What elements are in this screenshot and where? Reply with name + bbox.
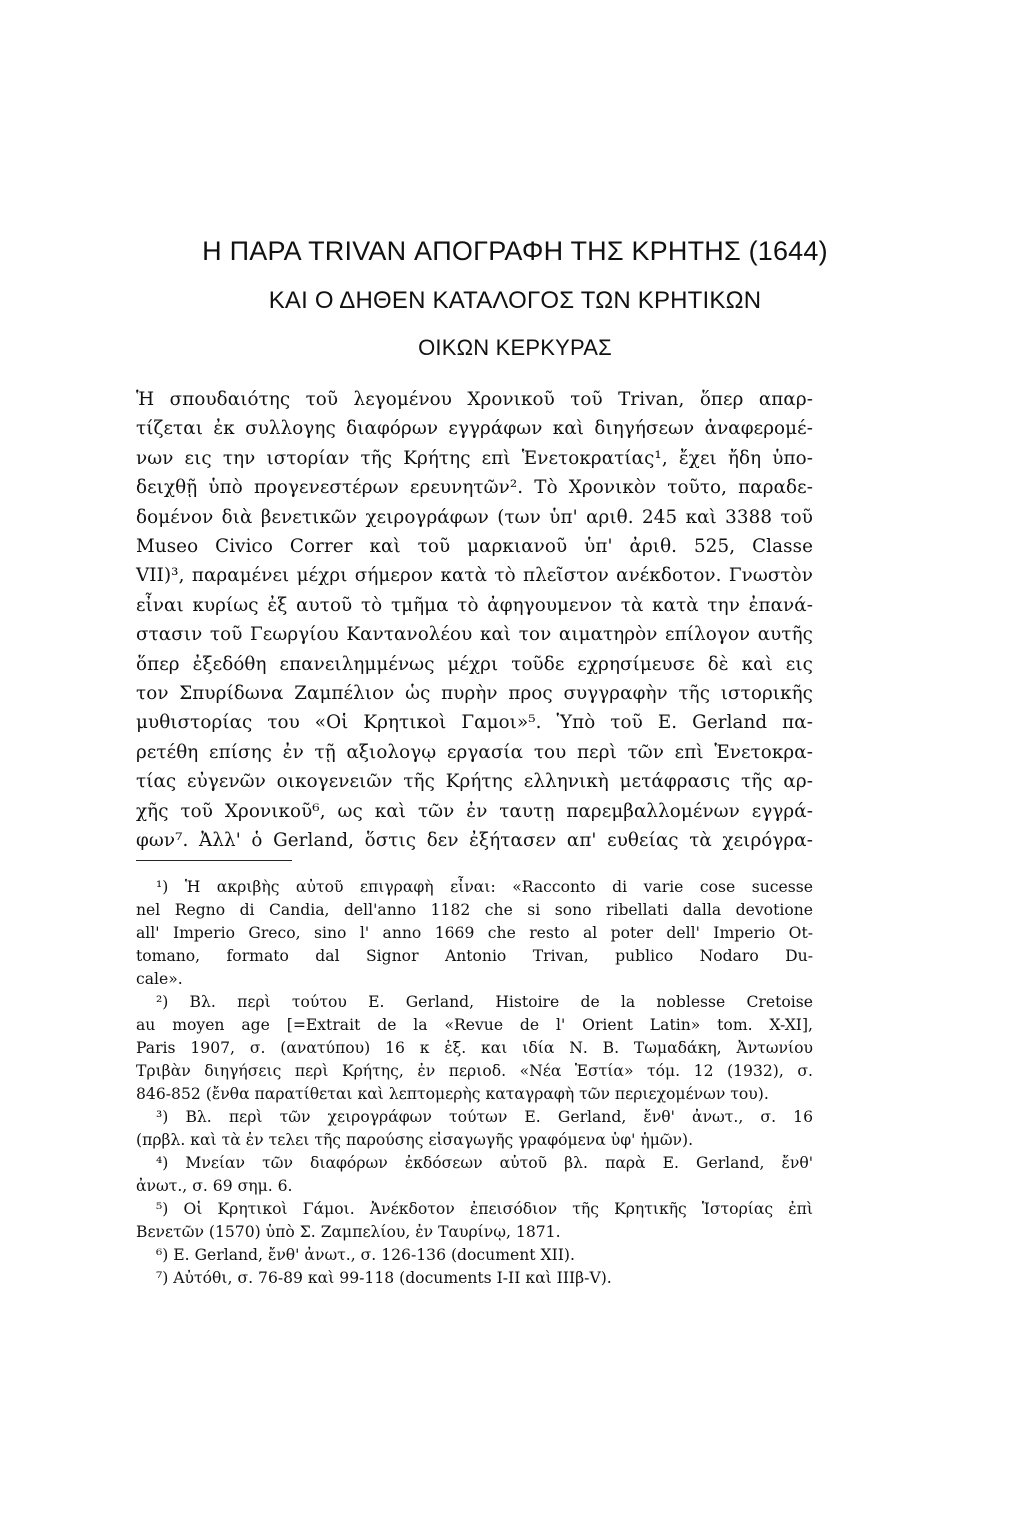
footnote-line: ¹) Ἡ ακριβὴς αὐτοῦ επιγραφὴ εἶναι: «Racconto di varie cose sucesse [156,878,813,896]
footnote-line: (πρβλ. καὶ τὰ ἐν τελει τῆς παρούσης εἰσαγωγῆς γραφόμενα ὑφ' ἡμῶν). [136,1131,694,1149]
body-line: Museo Civico Correr καὶ τοῦ μαρκιανοῦ ὑπ' ἀριθ. 525, Classe [136,536,813,558]
title-line-2: ΚΑΙ Ο ΔΗΘΕΝ ΚΑΤΑΛΟΓΟΣ ΤΩΝ ΚΡΗΤΙΚΩΝ [268,287,762,314]
body-text [136,385,813,856]
body-line: ρετέθη επίσης ἐν τῇ αξιολογῳ εργασία του περὶ τῶν επὶ Ἑνετοκρα- [136,741,813,763]
footnote-line: Βενετῶν (1570) ὑπὸ Σ. Ζαμπελίου, ἐν Ταυρίνῳ, 1871. [136,1223,561,1241]
footnote-line: 846-852 (ἔνθα παρατίθεται καὶ λεπτομερὴς καταγραφὴ τῶν περιεχομένων του). [136,1085,769,1103]
footnotes [136,876,813,1290]
body-line: χῆς τοῦ Χρονικοῦ⁶, ως καὶ τῶν ἐν ταυτῃ παρεμβαλλομένων εγγρά- [136,800,813,822]
title-line-1: Η ΠΑΡΑ TRIVAN ΑΠΟΓΡΑΦΗ ΤΗΣ ΚΡΗΤΗΣ (1644) [202,236,828,266]
body-line: νων εις την ιστορίαν τῆς Κρήτης επὶ Ἑνετοκρατίας¹, ἔχει ἤδη ὑπο- [136,447,813,469]
footnote-line: tomano, formato dal Signor Antonio Trivan, publico Nodaro Du- [136,947,813,965]
footnote-line: Τριβὰν διηγήσεις περὶ Κρήτης, ἐν περιοδ. «Νέα Ἑστία» τόμ. 12 (1932), σ. [136,1062,813,1080]
body-line: δειχθῇ ὑπὸ προγενεστέρων ερευνητῶν². Τὸ Χρονικὸν τοῦτο, παραδε- [136,477,813,499]
body-line: ὅπερ ἐξεδόθη επανειλημμένως μέχρι τοῦδε εχρησίμευσε δὲ καὶ εις [136,653,813,675]
footnote-line: cale». [136,970,183,988]
footnote-line: Paris 1907, σ. (ανατύπου) 16 κ ἑξ. και ιδία Ν. Β. Τωμαδάκη, Ἀντωνίου [136,1039,813,1057]
body-line: τον Σπυρίδωνα Ζαμπέλιον ὡς πυρὴν προς συγγραφὴν τῆς ιστορικῆς [136,683,813,705]
title-line-3: ΟΙΚΩΝ ΚΕΡΚΥΡΑΣ [418,335,612,360]
body-line: τίας εὐγενῶν οικογενειῶν τῆς Κρήτης ελληνικὴ μετάφρασις τῆς αρ- [136,771,813,793]
body-line: στασιν τοῦ Γεωργίου Καντανολέου καὶ τον αιματηρὸν επίλογον αυτῆς [136,624,813,646]
body-line: μυθιστορίας του «Οἱ Κρητικοὶ Γαμοι»⁵. Ὑπὸ τοῦ Ε. Gerland πα- [136,712,813,734]
body-line: δομένον διὰ βενετικῶν χειρογράφων (των ὑπ' αριθ. 245 καὶ 3388 τοῦ [136,506,813,528]
footnote-line: all' Imperio Greco, sino l' anno 1669 che resto al poter dell' Imperio Ot- [136,924,813,942]
footnote-line: ³) Βλ. περὶ τῶν χειρογράφων τούτων Ε. Gerland, ἔνθ' ἀνωτ., σ. 16 [156,1108,813,1126]
body-line: φων⁷. Ἀλλ' ὁ Gerland, ὅστις δεν ἐξήτασεν απ' ευθείας τὰ χειρόγρα- [136,830,813,852]
body-line: VII)³, παραμένει μέχρι σήμερον κατὰ τὸ πλεῖστον ανέκδοτον. Γνωστὸν [136,565,813,587]
body-line: Ἡ σπουδαιότης τοῦ λεγομένου Χρονικοῦ τοῦ Trivan, ὅπερ απαρ- [136,389,813,410]
body-line: εἶναι κυρίως ἐξ αυτοῦ τὸ τμῆμα τὸ ἀφηγουμενον τὰ κατὰ την ἐπανά- [136,594,813,616]
footnote-line: ²) Βλ. περὶ τούτου Ε. Gerland, Histoire de la noblesse Cretoise [156,993,813,1011]
footnote-line: ⁵) Οἱ Κρητικοὶ Γάμοι. Ἀνέκδοτον ἐπεισόδιον τῆς Κρητικῆς Ἱστορίας ἐπὶ [156,1200,813,1218]
footnote-line: ⁶) Ε. Gerland, ἔνθ' ἀνωτ., σ. 126-136 (document XII). [156,1246,575,1264]
footnote-line: ⁷) Αὐτόθι, σ. 76-89 καὶ 99-118 (documents I-II καὶ IIIβ-V). [156,1269,612,1287]
footnote-separator [136,860,292,861]
footnote-line: nel Regno di Candia, dell'anno 1182 che si sono ribellati dalla devotione [136,901,813,919]
footnote-line: au moyen age [=Extrait de la «Revue de l' Orient Latin» tom. X-XI], [136,1016,813,1034]
footnote-line: ἀνωτ., σ. 69 σημ. 6. [136,1177,293,1195]
footnote-line: ⁴) Μνείαν τῶν διαφόρων ἐκδόσεων αὐτοῦ βλ. παρὰ Ε. Gerland, ἔνθ' [156,1154,813,1172]
body-line: τίζεται ἐκ συλλογης διαφόρων εγγράφων καὶ διηγήσεων ἀναφερομέ- [136,418,813,440]
